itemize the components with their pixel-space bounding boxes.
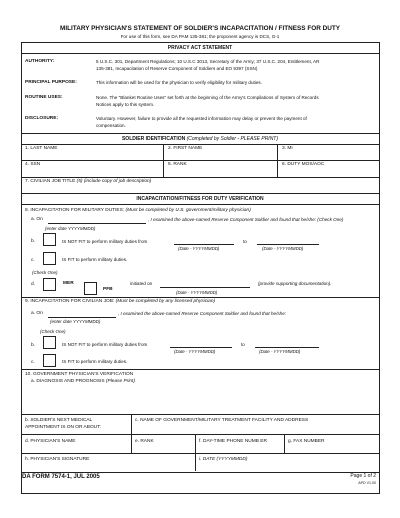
- soldier-id-title: SOLDIER IDENTIFICATION: [121, 136, 186, 142]
- initiated-date-hint: (Date - YYYYMMDD): [176, 290, 218, 295]
- disclosure-text-1: Voluntary. However, failure to provide all the requested information may delay or prevent the payment of: [96, 116, 307, 121]
- privacy-heading: PRIVACY ACT STATEMENT: [167, 45, 233, 51]
- last-name-field[interactable]: [22, 153, 162, 160]
- facility-label: c. NAME OF GOVERNMENT/MILITARY TREATMENT FACILITY AND ADDRESS: [135, 418, 309, 423]
- s8-exam-date-input[interactable]: [48, 223, 146, 224]
- s9-from-date-hint: (Date - YYYYMMDD): [174, 349, 216, 354]
- diagnosis-field[interactable]: [25, 388, 375, 412]
- phone-label: f. DAY-TIME PHONE NUMB ER: [199, 439, 267, 444]
- duty-mos-field[interactable]: [278, 169, 378, 177]
- mer-label: MER: [63, 281, 74, 286]
- s9-title: 9. INCAPACITATION FOR CIVILIAN JOB:: [25, 299, 115, 304]
- duty-mos-label: 6. DUTY MOS/AOC: [282, 162, 325, 167]
- s9-b-label: b.: [31, 343, 36, 348]
- s9-enter-date-hint: (enter date YYYYMMDD): [50, 319, 101, 324]
- s9-is-fit-checkbox[interactable]: [43, 354, 56, 367]
- routine-uses-text-2: Notices apply to this system.: [96, 102, 155, 107]
- s8-from-date-hint: (Date - YYYYMMDD): [178, 246, 220, 251]
- sign-date-field[interactable]: [196, 464, 378, 471]
- s8-a-text: , I examined the above-named Reserve Component Soldier and found that he/she: (Check One): [148, 217, 344, 222]
- s8-is-fit-text: IS FIT to perform military duties.: [62, 257, 128, 262]
- civilian-job-field[interactable]: [22, 186, 378, 192]
- fax-field[interactable]: [285, 446, 378, 452]
- s9-from-date-input[interactable]: [170, 347, 232, 348]
- s8-to-date-input[interactable]: [257, 244, 319, 245]
- s8-note: (Must be completed by U.S. government/military physician): [125, 208, 251, 213]
- s8-enter-date-hint: (enter date YYYYMMDD): [45, 226, 96, 231]
- rank-field[interactable]: [164, 169, 276, 177]
- form-title: MILITARY PHYSICIAN'S STATEMENT OF SOLDIER'S INCAPACITATION / FITNESS FOR DUTY: [60, 25, 340, 32]
- s8-not-fit-checkbox[interactable]: [43, 233, 56, 246]
- authority-label: AUTHORITY:: [25, 59, 55, 64]
- disclosure-text-2: compensation.: [96, 123, 126, 128]
- s8-to-date-hint: (Date - YYYYMMDD): [262, 246, 304, 251]
- next-appt-label-2: APPOINTMENT IS ON OR ABOUT:: [25, 425, 101, 430]
- s9-a-text: , I examined the above-named Reserve Component Soldier and found that he/she:: [118, 311, 287, 316]
- phone-field[interactable]: [196, 446, 283, 452]
- s8-c-label: c.: [31, 258, 35, 263]
- initiated-on-label: initiated on: [130, 281, 153, 286]
- date-label: [199, 458, 247, 463]
- form-subtitle: For use of this form, see DA PAM 135-381; the proponent agency is DCS, G-1: [120, 34, 280, 39]
- s9-note: (Must be completed by any licensed physician): [115, 299, 216, 304]
- purpose-label: PRINCIPAL PURPOSE:: [25, 80, 77, 85]
- s10-title: 10. GOVERNMENT PHYSICIAN'S VERIFICATION: [25, 372, 134, 377]
- last-name-label: 1. LAST NAME: [25, 146, 58, 151]
- date-label-text: i. DATE (YYYYMMDD): [199, 457, 248, 462]
- disclosure-label: DISCLOSURE:: [25, 116, 59, 121]
- s8-to-label: to: [243, 239, 247, 244]
- s9-to-label: to: [241, 342, 245, 347]
- soldier-id-note: (Completed by Soldier - PLEASE PRINT): [186, 136, 279, 142]
- s9-title-row: [25, 300, 215, 305]
- s8-title: 8. INCAPACITATION FOR MILITARY DUTIES:: [25, 208, 125, 213]
- s8-b-label: b.: [31, 239, 36, 244]
- s8-from-date-input[interactable]: [174, 244, 234, 245]
- page-number: Page 1 of 2: [350, 473, 376, 479]
- initiated-date-input[interactable]: [160, 287, 250, 288]
- mi-label: 3. MI: [282, 146, 293, 151]
- facility-field[interactable]: [132, 426, 378, 434]
- s8-a-on: a. On: [31, 217, 43, 222]
- first-name-label: 2. FIRST NAME: [168, 146, 203, 151]
- form-id: DA FORM 7574-1, JUL 2005: [22, 474, 100, 480]
- s8-is-fit-checkbox[interactable]: [43, 252, 56, 265]
- purpose-text: This information will be used for the physician to verify eligibility for military duties.: [96, 80, 262, 85]
- pfb-checkbox[interactable]: [84, 282, 97, 295]
- ssn-field[interactable]: [22, 169, 162, 177]
- mi-field[interactable]: [278, 153, 378, 160]
- authority-text-2: 135-381, Incapacitation of Reserve Component of Soldiers and EO 9397 (SSN): [96, 66, 258, 71]
- s9-to-date-input[interactable]: [255, 347, 319, 348]
- civilian-job-note: (5) (include copy of job description): [76, 179, 152, 184]
- s9-not-fit-checkbox[interactable]: [43, 336, 56, 349]
- civilian-job-label: 7. CIVILIAN JOB TITLE: [25, 179, 76, 184]
- physician-name-label: d. PHYSICIAN'S NAME: [25, 439, 76, 444]
- physician-rank-label: e. RANK: [135, 439, 154, 444]
- s10-a-label: a. DIAGNOSIS AND PROGNOSIS: [31, 379, 105, 384]
- soldier-id-heading: [21, 137, 379, 142]
- fax-label: g. FAX NUMBER: [288, 439, 325, 444]
- physician-rank-field[interactable]: [132, 446, 194, 452]
- ssn-label: 4. SSN: [25, 162, 41, 167]
- pfb-label: PFB: [103, 287, 113, 292]
- s8-title-row: [25, 209, 251, 214]
- s9-to-date-hint: (Date - YYYYMMDD): [259, 349, 301, 354]
- s10-a-note: (Please Print): [105, 379, 135, 384]
- verification-heading: INCAPACITATION/FITNESS FOR DUTY VERIFICATION: [136, 196, 264, 202]
- s8-d-label: d.: [31, 282, 36, 287]
- civilian-job-row: [25, 180, 151, 185]
- apd-version: APD V1.00: [358, 481, 376, 485]
- signature-label: h. PHYSICIAN'S SIGNATURE: [25, 457, 90, 462]
- next-appt-label-1: b. SOLDIER'S NEXT MEDICAL: [25, 418, 93, 423]
- s8-check-one: (Check One): [32, 270, 58, 275]
- s10-a-row: [31, 380, 135, 385]
- s9-not-fit-text: IS NOT FIT to perform military duties from: [62, 342, 148, 347]
- routine-uses-label: ROUTINE USES:: [25, 95, 63, 100]
- signature-field[interactable]: [22, 464, 194, 471]
- s9-a-on: a. On: [31, 311, 43, 316]
- rank-label: 5. RANK: [168, 162, 187, 167]
- physician-name-field[interactable]: [22, 446, 130, 452]
- s9-exam-date-input[interactable]: [48, 317, 116, 318]
- s9-c-label: c.: [31, 360, 35, 365]
- s9-is-fit-text: IS FIT to perform military duties.: [62, 359, 128, 364]
- s9-check-one: (Check One): [40, 329, 66, 334]
- s8-not-fit-text: IS NOT FIT to perform military duties from: [62, 239, 148, 244]
- provide-docs-text: (provide supporting documentation).: [258, 281, 332, 286]
- first-name-field[interactable]: [164, 153, 276, 160]
- mer-checkbox[interactable]: [43, 278, 56, 291]
- routine-uses-text-1: None. The "Blanket Routine Uses" set forth at the beginning of the Army's Compilations of System of Records: [96, 95, 319, 100]
- authority-text-1: 5 U.S.C. 301, Department Regulations; 10 U.S.C 3013, Secretary of the Army; 37 U.S.C. 204, Entitlement, AR: [96, 59, 320, 64]
